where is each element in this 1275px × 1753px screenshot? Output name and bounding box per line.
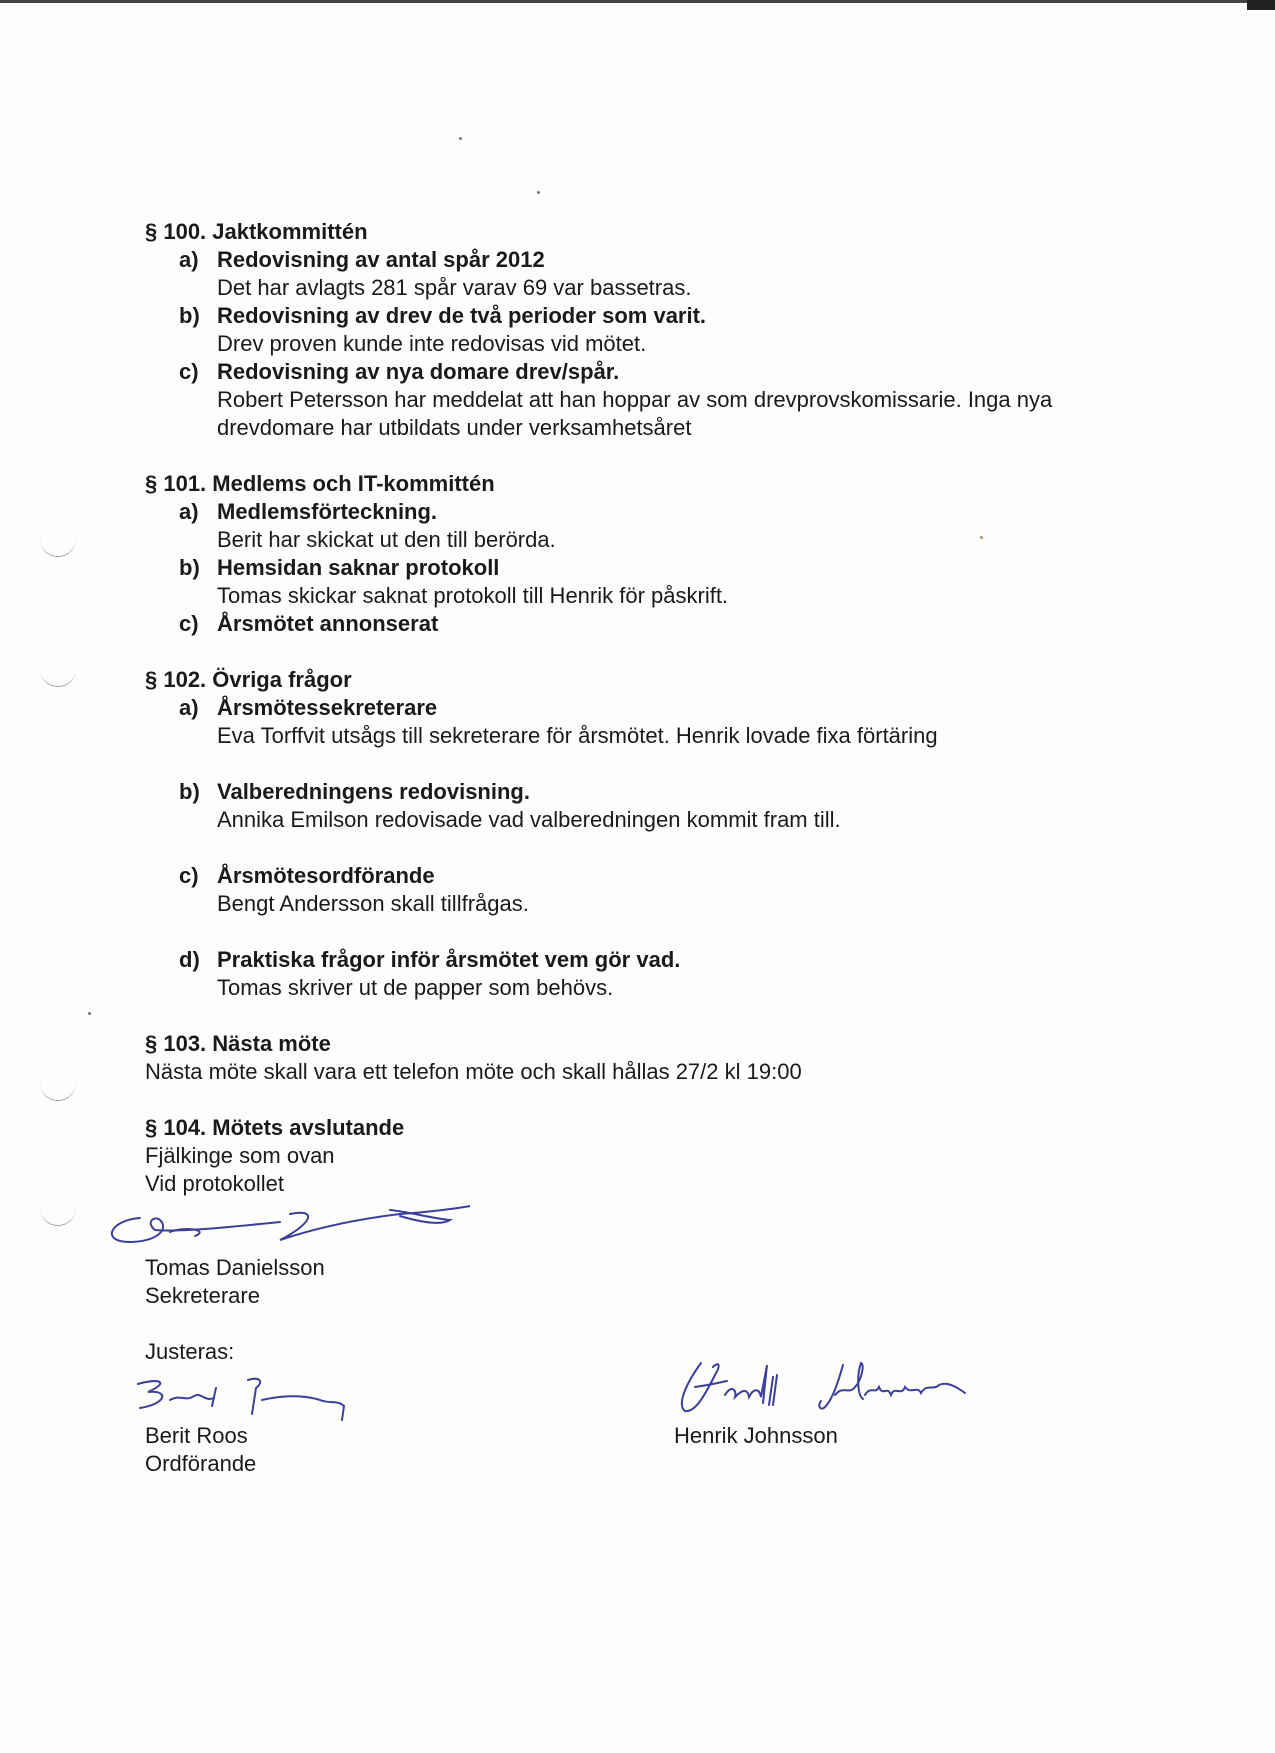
item-text: Det har avlagts 281 spår varav 69 var bassetras. xyxy=(217,275,692,300)
punch-hole-mark xyxy=(40,668,76,687)
section-title: § 103. Nästa möte xyxy=(145,1031,331,1056)
list-item xyxy=(145,610,1145,638)
section-title: § 104. Mötets avslutande xyxy=(145,1115,405,1140)
signature-berit-roos xyxy=(130,1370,360,1430)
section-title: § 100. Jaktkommittén xyxy=(145,219,368,244)
section-102 xyxy=(145,666,1145,1002)
section-title: § 102. Övriga frågor xyxy=(145,667,352,692)
item-text: Robert Petersson har meddelat att han hoppar av som drevprovskomissarie. Inga nya drevdomare har utbildats under verksamhetsåret xyxy=(217,387,1053,440)
signature-henrik-johnsson xyxy=(665,1355,985,1425)
item-heading: Redovisning av antal spår 2012 xyxy=(217,247,545,272)
page-top-edge xyxy=(0,0,1275,3)
meeting-minutes xyxy=(145,218,1145,1226)
item-letter: b) xyxy=(179,555,200,580)
item-text: Drev proven kunde inte redovisas vid mötet. xyxy=(217,331,647,356)
item-heading: Årsmötesordförande xyxy=(217,863,435,888)
list-item xyxy=(145,246,1145,302)
signature-tomas-danielsson xyxy=(100,1200,470,1260)
list-item xyxy=(145,498,1145,554)
section-text: Fjälkinge som ovan xyxy=(145,1143,335,1168)
section-100 xyxy=(145,218,1145,442)
item-text: Eva Torffvit utsågs till sekreterare för årsmötet. Henrik lovade fixa förtäring xyxy=(217,723,938,748)
item-letter: d) xyxy=(179,947,200,972)
scan-speck xyxy=(88,1012,91,1015)
item-heading: Hemsidan saknar protokoll xyxy=(217,555,500,580)
item-heading: Redovisning av nya domare drev/spår. xyxy=(217,359,620,384)
list-item xyxy=(145,946,1145,1002)
chair-name: Berit Roos xyxy=(145,1423,248,1448)
item-heading: Redovisning av drev de två perioder som varit. xyxy=(217,303,707,328)
item-text: Annika Emilson redovisade vad valberedningen kommit fram till. xyxy=(217,807,841,832)
item-heading: Medlemsförteckning. xyxy=(217,499,438,524)
punch-hole-mark xyxy=(40,1082,76,1101)
list-item xyxy=(145,694,1145,750)
section-text: Vid protokollet xyxy=(145,1171,285,1196)
punch-hole-mark xyxy=(40,1207,76,1226)
item-letter: c) xyxy=(179,863,199,888)
item-text: Tomas skriver ut de papper som behövs. xyxy=(217,975,614,1000)
adjuster-name: Henrik Johnsson xyxy=(674,1423,838,1448)
section-title: § 101. Medlems och IT-kommittén xyxy=(145,471,495,496)
scan-speck xyxy=(459,137,462,140)
item-letter: a) xyxy=(179,695,199,720)
section-104 xyxy=(145,1114,1145,1198)
item-letter: b) xyxy=(179,779,200,804)
item-heading: Årsmötessekreterare xyxy=(217,695,438,720)
item-text: Berit har skickat ut den till berörda. xyxy=(217,527,556,552)
section-text: Nästa möte skall vara ett telefon möte och skall hållas 27/2 kl 19:00 xyxy=(145,1059,802,1084)
item-heading: Praktiska frågor inför årsmötet vem gör vad. xyxy=(217,947,681,972)
list-item xyxy=(145,554,1145,610)
section-103 xyxy=(145,1030,1145,1086)
list-item xyxy=(145,778,1145,834)
item-letter: a) xyxy=(179,247,199,272)
adjust-label: Justeras: xyxy=(145,1339,235,1364)
item-heading: Valberedningens redovisning. xyxy=(217,779,530,804)
item-letter: a) xyxy=(179,499,199,524)
item-heading: Årsmötet annonserat xyxy=(217,611,439,636)
list-item xyxy=(145,302,1145,358)
secretary-role: Sekreterare xyxy=(145,1283,260,1308)
list-item xyxy=(145,358,1145,442)
section-101 xyxy=(145,470,1145,638)
chair-role: Ordförande xyxy=(145,1451,257,1476)
list-item xyxy=(145,862,1145,918)
item-letter: c) xyxy=(179,611,199,636)
scan-corner-mark xyxy=(1247,0,1275,10)
punch-hole-mark xyxy=(40,538,76,557)
item-letter: b) xyxy=(179,303,200,328)
item-text: Tomas skickar saknat protokoll till Henrik för påskrift. xyxy=(217,583,729,608)
secretary-name: Tomas Danielsson xyxy=(145,1255,325,1280)
item-letter: c) xyxy=(179,359,199,384)
item-text: Bengt Andersson skall tillfrågas. xyxy=(217,891,529,916)
scan-speck xyxy=(537,191,540,194)
